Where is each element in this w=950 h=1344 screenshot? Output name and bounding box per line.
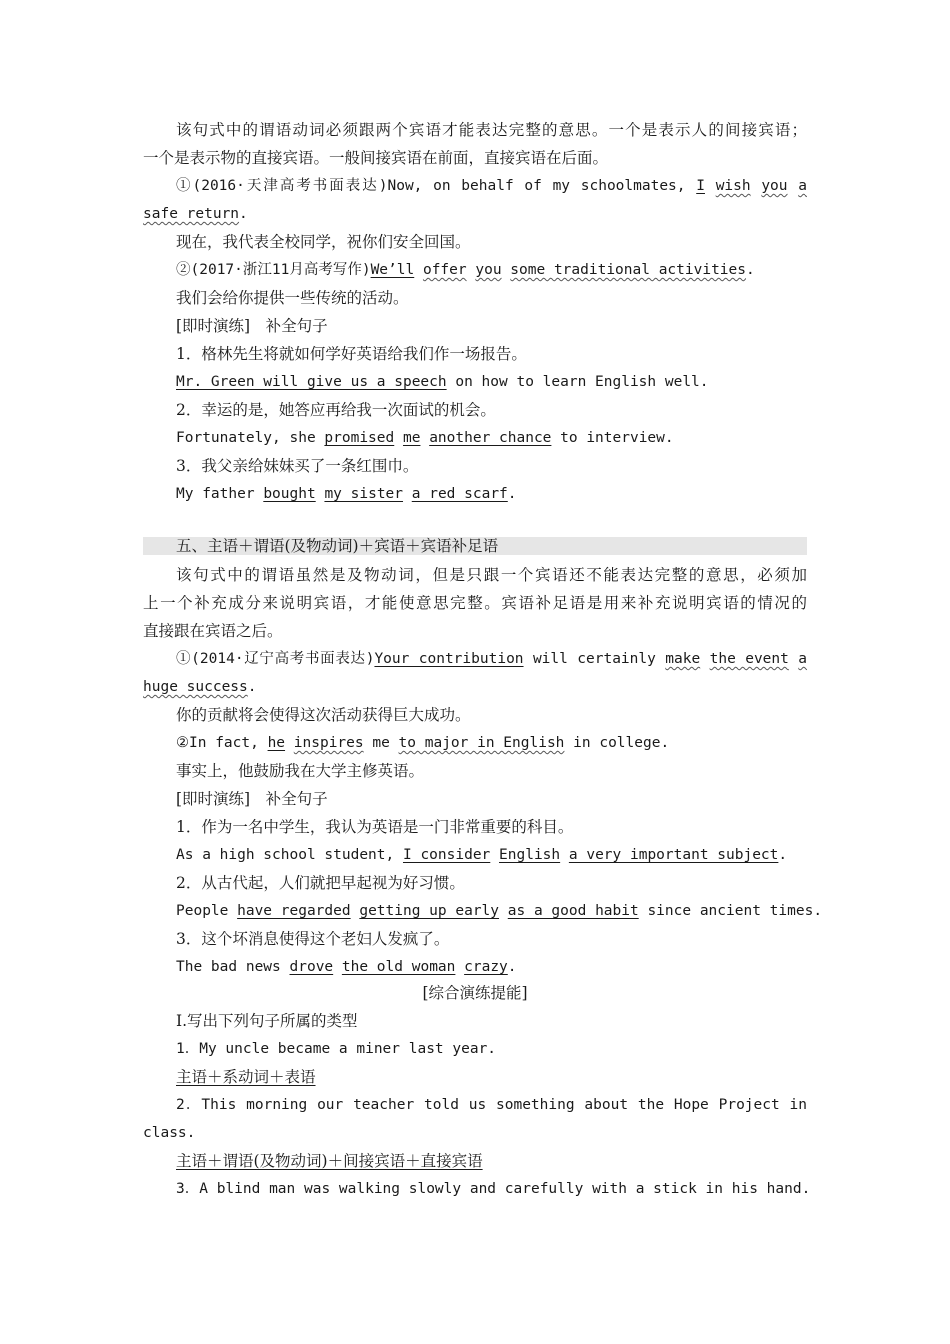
verb-underline: inspires [293, 735, 364, 751]
sec5-q2-answer: People have regarded getting up early as a good habit since ancient times. [176, 903, 823, 919]
answer-underline: 主语＋系动词＋表语 [176, 1068, 316, 1086]
practice-answer-1 [143, 1067, 807, 1087]
subject-underline: Your contribution [374, 651, 524, 667]
answer-underline: another chance [429, 430, 552, 446]
answer-underline: as a good habit [507, 903, 639, 919]
practice-answer-2 [143, 1151, 807, 1171]
subject-underline: We’ll [370, 262, 415, 278]
sec5-example-1-translation: 你的贡献将会使得这次活动获得巨大成功。 [176, 706, 471, 724]
verb-underline: wish [715, 178, 751, 194]
sec5-drill-title: [即时演练] 补全句子 [176, 790, 328, 808]
sec5-example-1: ①(2014·辽宁高考书面表达)Your contribution will certainly make the event a [176, 651, 808, 667]
sec5-heading: 五、主语＋谓语(及物动词)＋宾语＋宾语补足语 [143, 537, 807, 555]
practice-sentence-2-cont: class. [143, 1125, 196, 1141]
sec4-drill-title: [即时演练] 补全句子 [176, 317, 328, 335]
answer-underline: have regarded [237, 903, 351, 919]
sec5-paragraph-line-3: 直接跟在宾语之后。 [143, 622, 283, 640]
practice-part-1-heading: Ⅰ.写出下列句子所属的类型 [176, 1012, 358, 1030]
practice-title: [综合演练提能] [422, 984, 528, 1002]
direct-object-underline: some traditional activities [510, 262, 746, 278]
sec5-example-2-translation: 事实上，他鼓励我在大学主修英语。 [176, 762, 425, 780]
verb-underline: offer [422, 262, 467, 278]
verb-underline: make [665, 651, 701, 667]
sec5-example-1-cont: huge success. [143, 679, 257, 695]
sec5-q3-answer: The bad news drove the old woman crazy. [176, 959, 517, 975]
subject-underline: he [267, 735, 286, 751]
answer-underline: getting up early [359, 903, 500, 919]
answer-underline: the old woman [341, 959, 456, 975]
sec4-example-2-translation: 我们会给你提供一些传统的活动。 [176, 289, 409, 307]
sec4-example-2: ②(2017·浙江11月高考写作)We’ll offer you some traditional activities. [176, 262, 755, 278]
sec4-q1-answer: Mr. Green will give us a speech on how to learn English well. [176, 374, 709, 390]
complement-underline: to major in English [398, 735, 565, 751]
sec5-q3-prompt: 3．这个坏消息使得这个老妇人发疯了。 [176, 930, 450, 948]
answer-underline: drove [289, 959, 334, 975]
answer-underline: a red scarf [411, 486, 508, 502]
answer-underline: I consider [402, 847, 491, 863]
sec4-paragraph-line-2: 一个是表示物的直接宾语。一般间接宾语在前面，直接宾语在后面。 [143, 149, 609, 167]
sec5-example-2: ②In fact, he inspires me to major in English in college. [176, 735, 670, 751]
answer-underline: a very important subject [568, 847, 779, 863]
direct-object-underline: safe return [143, 206, 240, 222]
example-2-prefix: ②(2017·浙江11月高考写作) [176, 262, 371, 278]
sec4-example-1 [143, 176, 807, 196]
answer-underline: Mr. Green will give us a speech [176, 374, 447, 390]
sec5-paragraph-line-2: 上一个补充成分来说明宾语，才能使意思完整。宾语补足语是用来补充说明宾语的情况的 [143, 594, 807, 612]
answer-underline: English [499, 847, 561, 863]
answer-underline: me [402, 430, 421, 446]
answer-underline: crazy [464, 959, 508, 975]
sec4-example-1-translation: 现在，我代表全校同学，祝你们安全回国。 [176, 233, 471, 251]
practice-sentence-2: 2．This morning our teacher told us something about the Hope Project in [176, 1097, 807, 1113]
indirect-object-underline: you [475, 262, 502, 278]
subject-underline: I [696, 178, 705, 194]
sec4-q3-prompt: 3．我父亲给妹妹买了一条红围巾。 [176, 457, 419, 475]
practice-sentence-3: 3．A blind man was walking slowly and carefully with a stick in his hand. [176, 1181, 811, 1197]
object-underline: the event [709, 651, 789, 667]
sec5-q1-prompt: 1．作为一名中学生，我认为英语是一门非常重要的科目。 [176, 818, 574, 836]
practice-sentence-1: 1．My uncle became a miner last year. [176, 1041, 497, 1057]
sec4-q2-answer: Fortunately, she promised me another chance to interview. [176, 430, 674, 446]
sec4-q2-prompt: 2．幸运的是，她答应再给我一次面试的机会。 [176, 401, 496, 419]
answer-underline: promised [324, 430, 395, 446]
answer-underline: my sister [324, 486, 404, 502]
indirect-object-underline: you [761, 178, 788, 194]
sec5-paragraph-line-1: 该句式中的谓语虽然是及物动词，但是只跟一个宾语还不能表达完整的意思，必须加 [176, 566, 807, 584]
sec4-paragraph-line-1: 该句式中的谓语动词必须跟两个宾语才能表达完整的意思。一个是表示人的间接宾语； [176, 121, 807, 139]
sec5-q2-prompt: 2．从古代起，人们就把早起视为好习惯。 [176, 874, 465, 892]
sec4-q3-answer: My father bought my sister a red scarf. [176, 486, 517, 502]
answer-underline: 主语＋谓语(及物动词)＋间接宾语＋直接宾语 [176, 1152, 483, 1170]
answer-underline: bought [263, 486, 316, 502]
sec5-q1-answer: As a high school student, I consider English a very important subject. [176, 847, 788, 863]
sec4-example-1-cont: safe return. [143, 206, 248, 222]
example-1-prefix: ①(2016·天津高考书面表达)Now, on behalf of my schoolmates, [176, 178, 697, 194]
sec4-q1-prompt: 1．格林先生将就如何学好英语给我们作一场报告。 [176, 345, 527, 363]
article-underline: a [798, 178, 807, 194]
article-underline: a [798, 651, 808, 667]
complement-underline: huge success [143, 679, 248, 695]
